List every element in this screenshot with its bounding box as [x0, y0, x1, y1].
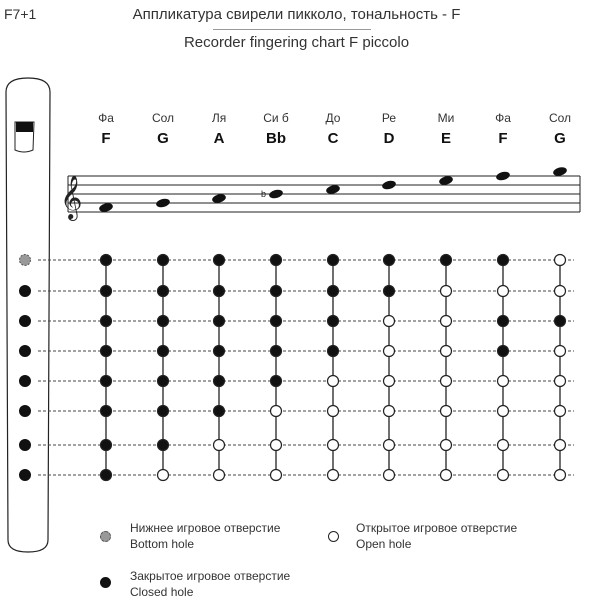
page-title-en: Recorder fingering chart F piccolo [183, 34, 410, 51]
closed-hole [214, 286, 225, 297]
open-hole [498, 470, 509, 481]
legend-bottom-ru: Нижнее игровое отверстие [130, 521, 281, 535]
closed-hole [214, 376, 225, 387]
open-hole [384, 406, 395, 417]
closed-hole [101, 286, 112, 297]
staff-note [98, 202, 114, 213]
closed-hole [158, 255, 169, 266]
open-hole [441, 406, 452, 417]
recorder-hole [20, 346, 31, 357]
staff-note [325, 184, 341, 195]
closed-hole [101, 440, 112, 451]
note-label-en: Bb [266, 130, 286, 147]
recorder-icon [6, 78, 50, 552]
legend-closed-hole-icon [100, 577, 111, 588]
note-label-ru: Фа [495, 111, 511, 125]
recorder-hole [20, 470, 31, 481]
closed-hole [555, 316, 566, 327]
closed-hole [328, 346, 339, 357]
note-label-en: F [101, 130, 111, 147]
recorder-bottom-hole [20, 255, 31, 266]
closed-hole [158, 440, 169, 451]
staff-note [552, 166, 568, 177]
staff-note [268, 188, 284, 199]
fingering-grid [38, 260, 574, 475]
treble-clef-icon: 𝄞 [60, 175, 83, 219]
closed-hole [101, 346, 112, 357]
note-label-en: F [498, 130, 508, 147]
closed-hole [214, 406, 225, 417]
chart-code: F7+1 [4, 6, 37, 22]
staff-note [381, 179, 397, 190]
staff-note [211, 193, 227, 204]
open-hole [271, 406, 282, 417]
open-hole [384, 470, 395, 481]
open-hole [271, 440, 282, 451]
closed-hole [101, 376, 112, 387]
legend-open-hole-icon [328, 531, 339, 542]
closed-hole [271, 376, 282, 387]
recorder-hole [20, 376, 31, 387]
legend-closed-hole [130, 568, 290, 600]
open-hole [441, 346, 452, 357]
closed-hole [498, 316, 509, 327]
closed-hole [328, 286, 339, 297]
recorder-hole [20, 316, 31, 327]
open-hole [328, 440, 339, 451]
closed-hole [158, 346, 169, 357]
legend-bottom-hole-icon [100, 531, 111, 542]
staff-notes [98, 166, 568, 213]
legend-open-hole [356, 520, 517, 552]
note-label-en: G [554, 130, 566, 147]
closed-hole [158, 316, 169, 327]
legend-closed-en: Closed hole [130, 585, 194, 599]
legend-bottom-hole [130, 520, 280, 552]
recorder-hole [20, 440, 31, 451]
closed-hole [271, 316, 282, 327]
closed-hole [214, 255, 225, 266]
closed-hole [158, 286, 169, 297]
closed-hole [384, 286, 395, 297]
open-hole [328, 470, 339, 481]
open-hole [498, 440, 509, 451]
open-hole [555, 376, 566, 387]
open-hole [384, 440, 395, 451]
open-hole [384, 316, 395, 327]
open-hole [555, 255, 566, 266]
open-hole [441, 376, 452, 387]
legend-bottom-en: Bottom hole [130, 537, 195, 551]
staff-note [495, 170, 511, 181]
music-staff [68, 176, 580, 212]
closed-hole [328, 255, 339, 266]
note-label-en: D [383, 130, 395, 147]
note-label-ru: Ми [437, 111, 455, 125]
note-label-ru: Фа [98, 111, 114, 125]
open-hole [441, 286, 452, 297]
closed-hole [498, 346, 509, 357]
open-hole [271, 470, 282, 481]
flat-accidental: b [261, 189, 267, 199]
open-hole [384, 376, 395, 387]
staff-note [155, 197, 171, 208]
note-label-ru: Ре [381, 111, 397, 125]
closed-hole [328, 316, 339, 327]
closed-hole [498, 255, 509, 266]
note-label-en: E [440, 130, 451, 147]
open-hole [498, 376, 509, 387]
note-label-en: G [157, 130, 169, 147]
closed-hole [271, 255, 282, 266]
closed-hole [214, 316, 225, 327]
note-label-ru: Сол [548, 111, 572, 125]
open-hole [441, 470, 452, 481]
closed-hole [271, 286, 282, 297]
note-label-ru: Си б [263, 111, 289, 125]
note-label-en: A [213, 130, 225, 147]
open-hole [328, 406, 339, 417]
note-label-en: C [327, 130, 339, 147]
closed-hole [158, 376, 169, 387]
note-label-ru: До [325, 111, 341, 125]
note-label-ru: Сол [151, 111, 175, 125]
open-hole [555, 470, 566, 481]
closed-hole [101, 406, 112, 417]
open-hole [498, 406, 509, 417]
closed-hole [101, 316, 112, 327]
open-hole [214, 440, 225, 451]
page-title-ru: Аппликатура свирели пикколо, тональность - F [132, 6, 461, 23]
open-hole [555, 406, 566, 417]
open-hole [441, 440, 452, 451]
closed-hole [441, 255, 452, 266]
open-hole [555, 286, 566, 297]
recorder-hole [20, 286, 31, 297]
note-label-ru: Ля [211, 111, 227, 125]
open-hole [328, 376, 339, 387]
closed-hole [101, 255, 112, 266]
closed-hole [384, 255, 395, 266]
open-hole [498, 286, 509, 297]
legend-closed-ru: Закрытое игровое отверстие [130, 569, 291, 583]
open-hole [214, 470, 225, 481]
legend-open-ru: Открытое игровое отверстие [356, 521, 518, 535]
closed-hole [158, 406, 169, 417]
staff-note [438, 175, 454, 186]
open-hole [441, 316, 452, 327]
closed-hole [271, 346, 282, 357]
open-hole [384, 346, 395, 357]
open-hole [555, 346, 566, 357]
closed-hole [101, 470, 112, 481]
open-hole [158, 470, 169, 481]
recorder-hole [20, 406, 31, 417]
open-hole [555, 440, 566, 451]
legend-open-en: Open hole [356, 537, 412, 551]
closed-hole [214, 346, 225, 357]
